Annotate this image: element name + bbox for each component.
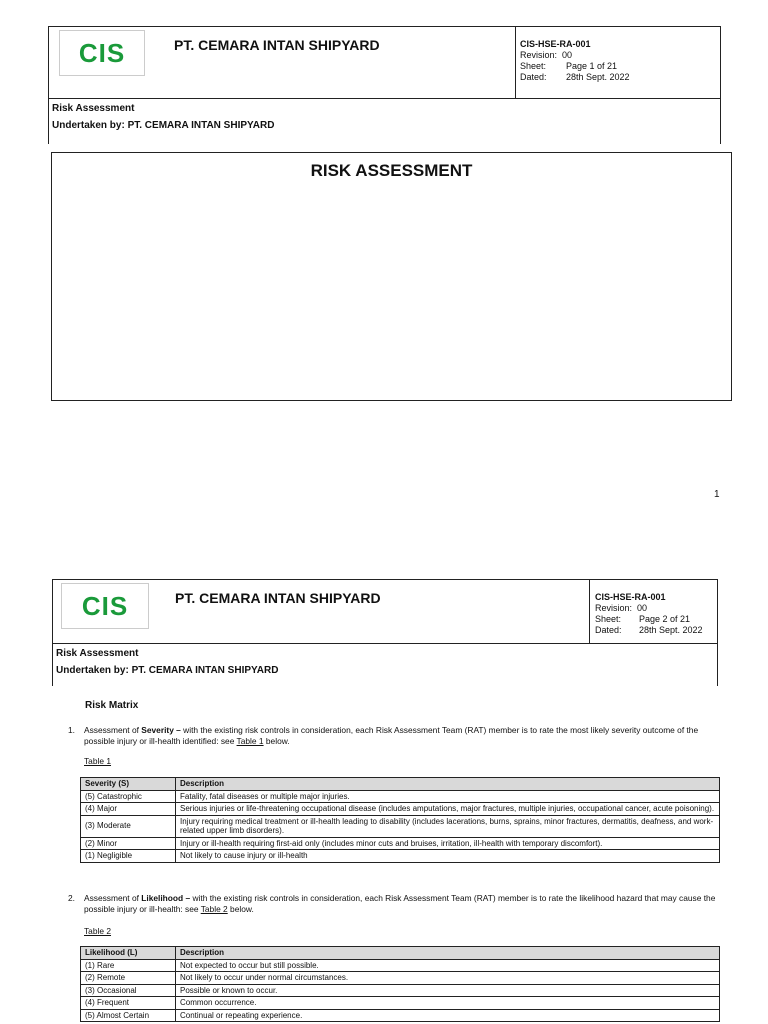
document-title: RISK ASSESSMENT bbox=[310, 161, 473, 180]
table2-caption: Table 2 bbox=[84, 926, 112, 936]
page2-meta-right-border bbox=[717, 643, 718, 686]
doc-info bbox=[589, 580, 720, 643]
table-header: Severity (S) bbox=[81, 778, 176, 791]
table-cell: (5) Almost Certain bbox=[81, 1009, 176, 1022]
severity-table bbox=[80, 777, 720, 863]
dated-label: Dated: bbox=[595, 625, 622, 635]
table-cell: Fatality, fatal diseases or multiple major injuries. bbox=[176, 790, 720, 803]
dated-value: 28th Sept. 2022 bbox=[639, 625, 703, 635]
sheet-label: Sheet: bbox=[595, 614, 622, 624]
item-text: Assessment of bbox=[84, 725, 142, 735]
table-cell: Not likely to occur under normal circumstances. bbox=[176, 972, 720, 985]
table2-ref-link[interactable]: Table 2 bbox=[200, 904, 228, 914]
page2-meta-left-border bbox=[52, 643, 53, 686]
table-row bbox=[81, 997, 720, 1010]
table-row bbox=[81, 959, 720, 972]
company-logo bbox=[61, 583, 149, 629]
undertaken-by: Undertaken by: PT. CEMARA INTAN SHIPYARD bbox=[56, 665, 279, 676]
dated-value: 28th Sept. 2022 bbox=[566, 72, 630, 82]
dated-label: Dated: bbox=[520, 72, 547, 82]
page-number: 1 bbox=[714, 489, 720, 500]
table-row bbox=[81, 850, 720, 863]
table-header: Description bbox=[176, 778, 720, 791]
table-row bbox=[81, 790, 720, 803]
company-name: PT. CEMARA INTAN SHIPYARD bbox=[175, 590, 381, 606]
table-cell: (2) Minor bbox=[81, 837, 176, 850]
table-cell: Continual or repeating experience. bbox=[176, 1009, 720, 1022]
table1-caption: Table 1 bbox=[84, 756, 112, 766]
undertaken-by: Undertaken by: PT. CEMARA INTAN SHIPYARD bbox=[52, 120, 275, 131]
page1-meta-left-border bbox=[48, 98, 49, 144]
sheet-value: Page 2 of 21 bbox=[639, 614, 691, 624]
table-cell: (1) Rare bbox=[81, 959, 176, 972]
table-cell: (4) Major bbox=[81, 803, 176, 816]
table-cell: Serious injuries or life-threatening occupational disease (includes amputations, major fractures, multiple injuries, occupational cancer, acute poisoning). bbox=[176, 803, 720, 816]
table-cell: (3) Occasional bbox=[81, 984, 176, 997]
doc-code: CIS-HSE-RA-001 bbox=[595, 592, 666, 602]
revision-value: 00 bbox=[637, 603, 648, 613]
page1-header bbox=[48, 26, 721, 99]
doc-code: CIS-HSE-RA-001 bbox=[520, 39, 591, 49]
item-text: Assessment of bbox=[84, 893, 142, 903]
page1-meta-right-border bbox=[720, 98, 721, 144]
table-row bbox=[81, 803, 720, 816]
sheet-value: Page 1 of 21 bbox=[566, 61, 618, 71]
item-number: 2. bbox=[68, 893, 75, 903]
table-cell: (1) Negligible bbox=[81, 850, 176, 863]
table-cell: Injury or ill-health requiring first-aid only (includes minor cuts and bruises, irritation, ill-health with temporary discomfort). bbox=[176, 837, 720, 850]
item-number: 1. bbox=[68, 725, 75, 735]
sheet-label: Sheet: bbox=[520, 61, 547, 71]
item-text: with the existing risk controls in consideration, each Risk Assessment Team (RAT) member is to rate the likelihood hazard that may cause the possible injury or ill-health: see bbox=[84, 893, 716, 914]
table-row bbox=[81, 837, 720, 850]
section-title: Risk Matrix bbox=[85, 700, 139, 711]
revision-label: Revision: bbox=[595, 603, 633, 613]
company-logo bbox=[59, 30, 145, 76]
table-cell: Possible or known to occur. bbox=[176, 984, 720, 997]
subject: Risk Assessment bbox=[56, 648, 139, 659]
table-header: Likelihood (L) bbox=[81, 947, 176, 960]
table-header: Description bbox=[176, 947, 720, 960]
page2-header bbox=[52, 579, 718, 644]
page1-meta bbox=[48, 98, 721, 137]
revision-value: 00 bbox=[562, 50, 573, 60]
item-text: with the existing risk controls in consideration, each Risk Assessment Team (RAT) member is to rate the most likely severity outcome of the possible injury or ill-health identified: see bbox=[84, 725, 699, 746]
company-name: PT. CEMARA INTAN SHIPYARD bbox=[174, 37, 380, 53]
table-row bbox=[81, 815, 720, 837]
item-bold: Likelihood – bbox=[141, 893, 191, 903]
table-cell: Not expected to occur but still possible. bbox=[176, 959, 720, 972]
logo-text: CIS bbox=[81, 590, 129, 621]
revision-label: Revision: bbox=[520, 50, 558, 60]
page2-meta bbox=[52, 643, 718, 682]
item-text: below. bbox=[227, 904, 254, 914]
table-row bbox=[81, 972, 720, 985]
doc-info bbox=[515, 27, 720, 98]
subject: Risk Assessment bbox=[52, 103, 135, 114]
item-bold: Severity – bbox=[141, 725, 181, 735]
table-row bbox=[81, 1009, 720, 1022]
table-cell: (2) Remote bbox=[81, 972, 176, 985]
logo-text: CIS bbox=[78, 37, 126, 68]
table-cell: Injury requiring medical treatment or ill-health leading to disability (includes lacerations, burns, sprains, minor fractures, dermatitis, deafness, and work-related upper limb disorders). bbox=[176, 815, 720, 837]
table-cell: (5) Catastrophic bbox=[81, 790, 176, 803]
item-severity bbox=[68, 725, 724, 747]
item-likelihood bbox=[68, 893, 724, 915]
likelihood-table bbox=[80, 946, 720, 1022]
table-cell: (4) Frequent bbox=[81, 997, 176, 1010]
table-row bbox=[81, 984, 720, 997]
table1-ref-link[interactable]: Table 1 bbox=[236, 736, 264, 746]
table-cell: Common occurrence. bbox=[176, 997, 720, 1010]
item-text: below. bbox=[263, 736, 290, 746]
table-cell: (3) Moderate bbox=[81, 815, 176, 837]
table-cell: Not likely to cause injury or ill-health bbox=[176, 850, 720, 863]
title-box bbox=[51, 152, 732, 401]
